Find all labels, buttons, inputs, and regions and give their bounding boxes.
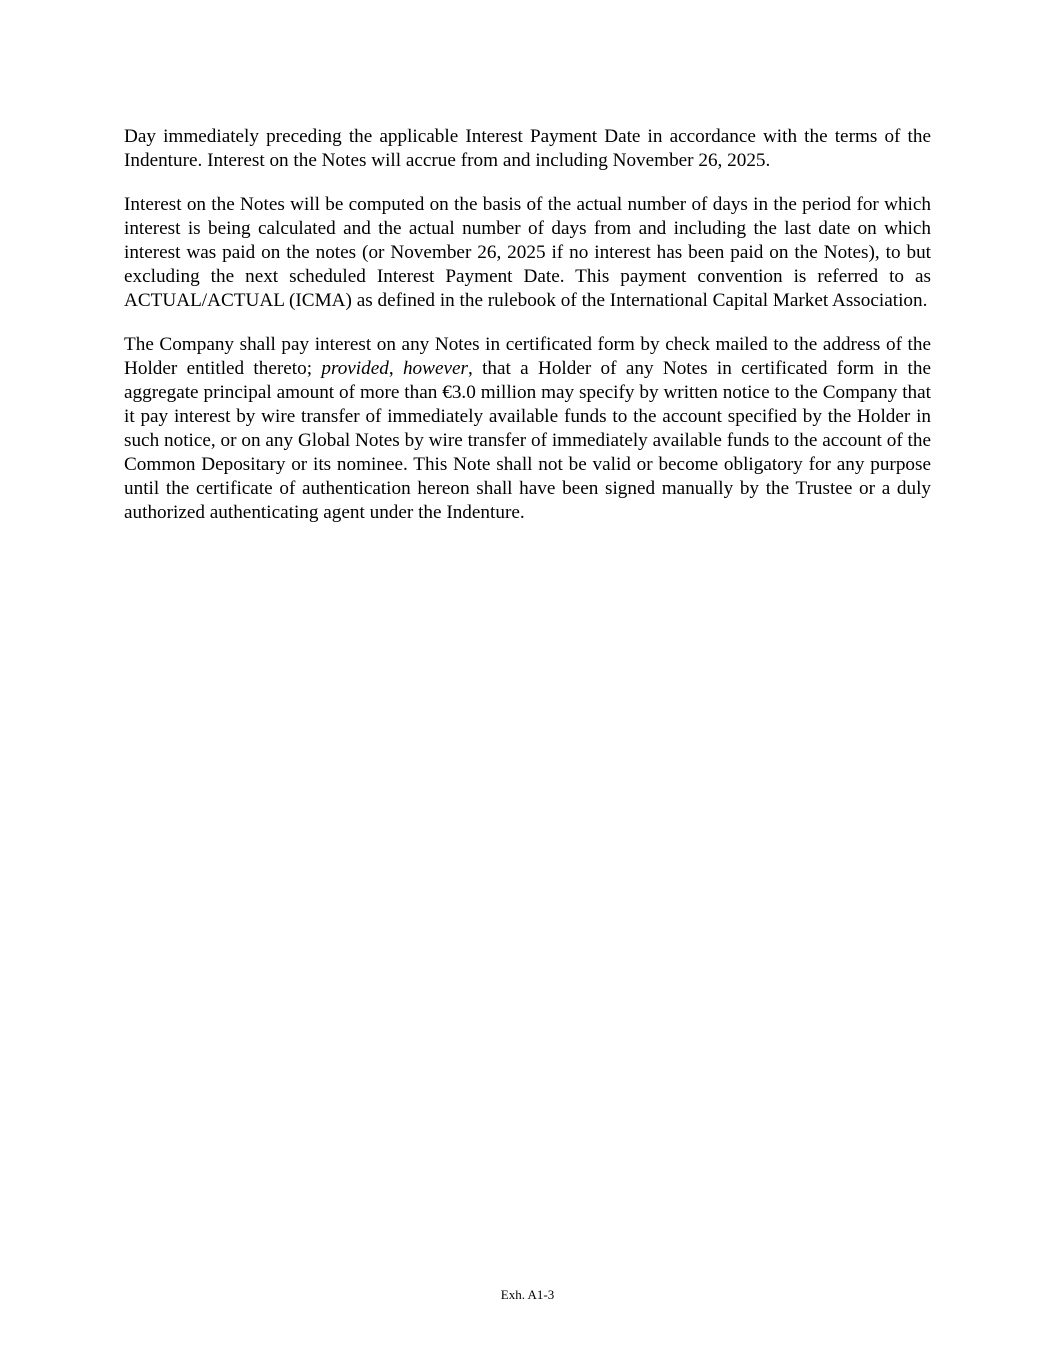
italic-however: however [402, 358, 468, 379]
page-number-footer: Exh. A1-3 [500, 1287, 555, 1302]
paragraph-interest-payment [124, 333, 931, 525]
paragraph-interest-accrual: Day immediately preceding the applicable Interest Payment Date in accordance with the terms of the Indenture. Interest on the Notes will accrue from and including November 26, 2025. [124, 126, 931, 171]
document-body [124, 125, 931, 525]
paragraph-text-segment: , that a Holder of any Notes in certificated form in the aggregate principal amount of more than €3.0 million may specify by written notice to the Company that it pay interest by wire transfer of immediately available funds to the account specified by the Holder in such notice, or on any Global Notes by wire transfer of immediately available funds to the account of the Common Depositary or its nominee. This Note shall not be valid or become obligatory for any purpose until the certificate of authentication hereon shall have been signed manually by the Trustee or a duly authorized authenticating agent under the Indenture. [124, 358, 931, 523]
paragraph-separator: , [388, 358, 403, 379]
paragraph-text-segment: The Company shall pay interest on any Notes in certificated form by check mailed to the address of the Holder entitled thereto; [124, 334, 931, 379]
paragraph-interest-computation: Interest on the Notes will be computed on the basis of the actual number of days in the period for which interest is being calculated and the actual number of days from and including the last date on which interest was paid on the notes (or November 26, 2025 if no interest has been paid on the Notes), to but excluding the next scheduled Interest Payment Date. This payment convention is referred to as ACTUAL/ACTUAL (ICMA) as defined in the rulebook of the International Capital Market Association. [124, 194, 931, 311]
italic-provided: provided [321, 358, 389, 379]
